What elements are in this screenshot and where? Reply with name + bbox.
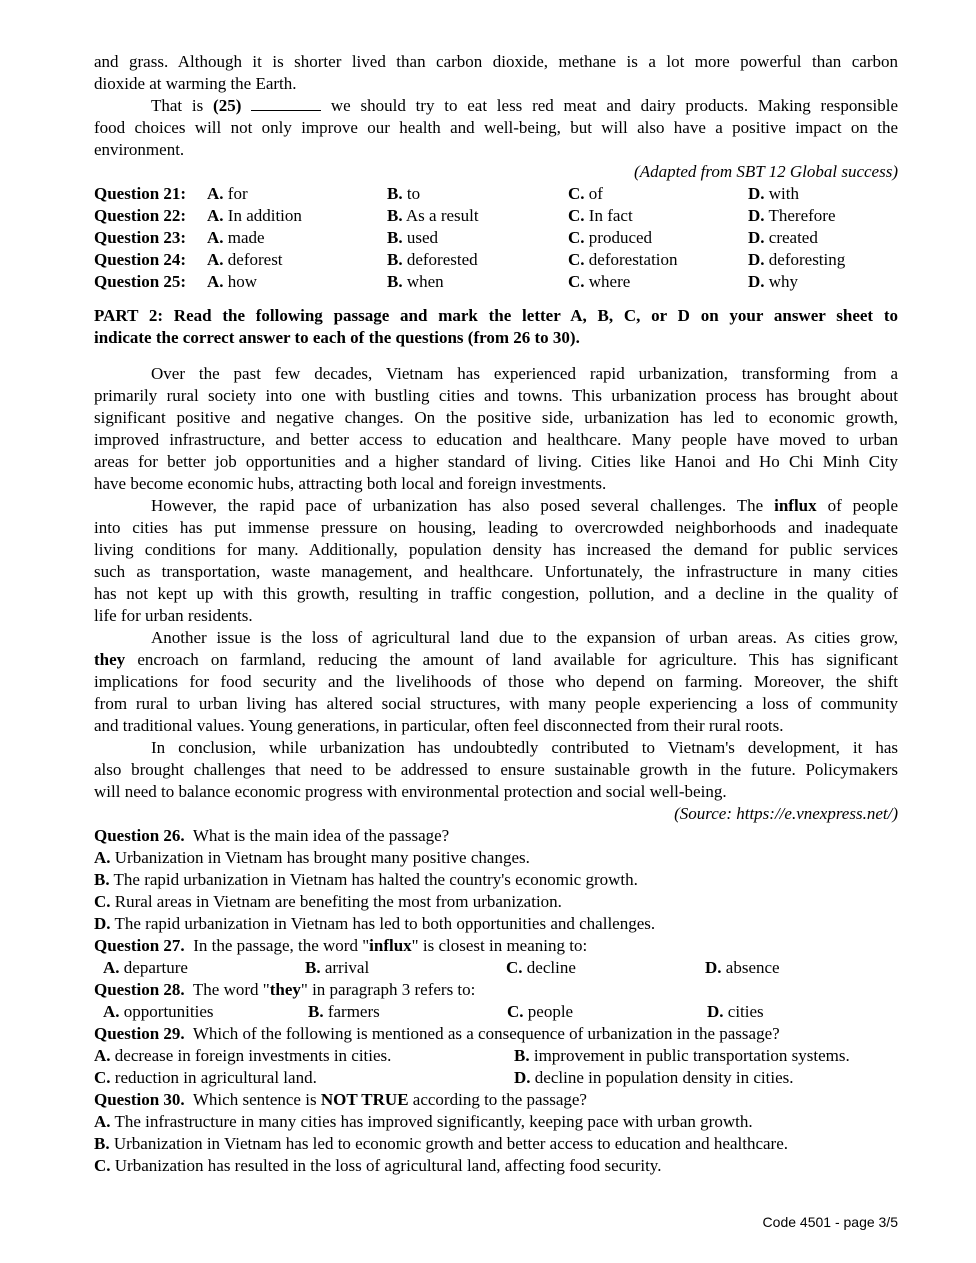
- question-27: [94, 935, 898, 957]
- option-text: improvement in public transportation systems.: [533, 1046, 850, 1065]
- option-letter: D.: [705, 958, 722, 977]
- question-label: [94, 271, 186, 293]
- passage-line: primarily rural society into one with bustling cities and towns. This urbanization process has brought about: [94, 386, 898, 405]
- option-text: The infrastructure in many cities has improved significantly, keeping pace with urban growth.: [114, 1112, 753, 1131]
- part2-heading-text: indicate the correct answer to each of the questions (from 26 to 30).: [94, 328, 580, 347]
- option-d[interactable]: [748, 271, 798, 293]
- option-letter: A.: [94, 848, 111, 867]
- option-b[interactable]: [94, 1133, 898, 1155]
- question-28-options: [94, 1001, 898, 1023]
- question-label-text: Question 24:: [94, 250, 187, 269]
- cloze-text: That is: [151, 96, 214, 115]
- option-c[interactable]: [568, 183, 603, 205]
- part2-heading: [94, 327, 898, 349]
- option-text: deforested: [406, 250, 478, 269]
- question-label-text: Question 21:: [94, 184, 187, 203]
- question-label: [94, 227, 186, 249]
- option-letter: B.: [387, 184, 403, 203]
- question-label: Question 26.: [94, 826, 185, 845]
- option-text: of: [588, 184, 603, 203]
- option-d[interactable]: [514, 1067, 794, 1089]
- question-30: [94, 1089, 898, 1111]
- option-letter: D.: [748, 272, 765, 291]
- question-text: " is closest in meaning to:: [411, 936, 588, 955]
- option-text: Urbanization in Vietnam has brought many positive changes.: [114, 848, 530, 867]
- option-text: The rapid urbanization in Vietnam has led to both opportunities and challenges.: [114, 914, 656, 933]
- option-text: used: [406, 228, 439, 247]
- passage-line: life for urban residents.: [94, 606, 253, 625]
- passage-text: of people: [816, 496, 898, 515]
- cloze-line: dioxide at warming the Earth.: [94, 74, 297, 93]
- question-26: [94, 825, 898, 847]
- question-label-text: Question 25:: [94, 272, 187, 291]
- passage-line: from rural to urban living has altered social structures, with many people experiencing a loss of community: [94, 694, 898, 713]
- option-text: farmers: [327, 1002, 380, 1021]
- option-text: with: [768, 184, 800, 203]
- question-28: [94, 979, 898, 1001]
- question-keyword: influx: [369, 936, 412, 955]
- option-b[interactable]: [514, 1045, 850, 1067]
- cloze-question-row: [94, 227, 898, 249]
- question-29-options-row2: [94, 1067, 898, 1089]
- option-c[interactable]: [568, 249, 678, 271]
- option-text: how: [227, 272, 258, 291]
- option-text: produced: [588, 228, 653, 247]
- question-text: " in paragraph 3 refers to:: [300, 980, 476, 999]
- passage-line: Another issue is the loss of agricultural land due to the expansion of urban areas. As cities grow,: [151, 628, 898, 647]
- part2-heading-text: PART 2: Read the following passage and mark the letter A, B, C, or D on your answer sheet to: [94, 306, 898, 325]
- option-letter: A.: [94, 1046, 111, 1065]
- option-letter: B.: [94, 870, 110, 889]
- option-letter: D.: [514, 1068, 531, 1087]
- part2-heading: [94, 305, 898, 327]
- option-d[interactable]: [94, 913, 898, 935]
- option-letter: B.: [308, 1002, 324, 1021]
- question-text: Which sentence is: [192, 1090, 321, 1109]
- question-text: according to the passage?: [408, 1090, 587, 1109]
- option-text: Urbanization in Vietnam has led to economic growth and better access to education and healthcare.: [113, 1134, 789, 1153]
- passage-line: improved infrastructure, and better access to education and healthcare. Many people have moved to urban: [94, 430, 898, 449]
- option-text: deforesting: [768, 250, 846, 269]
- passage-source: (Source: https://e.vnexpress.net/): [674, 804, 898, 823]
- option-text: The rapid urbanization in Vietnam has halted the country's economic growth.: [113, 870, 638, 889]
- highlighted-word: influx: [774, 496, 817, 515]
- option-letter: C.: [568, 184, 585, 203]
- option-letter: A.: [103, 1002, 120, 1021]
- option-text: Therefore: [768, 206, 836, 225]
- passage-line: will need to balance economic progress with environmental protection and social well-being.: [94, 782, 727, 801]
- option-letter: B.: [387, 250, 403, 269]
- option-a[interactable]: [207, 205, 302, 227]
- cloze-question-list: [94, 183, 898, 293]
- option-text: made: [227, 228, 265, 247]
- option-text: people: [527, 1002, 574, 1021]
- question-label: [94, 249, 186, 271]
- option-text: decline in population density in cities.: [534, 1068, 794, 1087]
- passage-line: [94, 495, 898, 517]
- passage-line: also brought challenges that need to be addressed to ensure sustainable growth in the future. Policymakers: [94, 760, 898, 779]
- option-a[interactable]: [207, 183, 248, 205]
- option-letter: B.: [514, 1046, 530, 1065]
- option-letter: D.: [748, 206, 765, 225]
- option-a[interactable]: [207, 249, 283, 271]
- option-a[interactable]: [94, 1111, 898, 1133]
- option-text: opportunities: [123, 1002, 214, 1021]
- passage-line: has not kept up with this growth, resulting in traffic congestion, pollution, and a decline in the quality of: [94, 584, 898, 603]
- option-text: when: [406, 272, 444, 291]
- question-text: The word ": [192, 980, 270, 999]
- passage-text: However, the rapid pace of urbanization has also posed several challenges. The: [151, 496, 775, 515]
- option-d[interactable]: [705, 957, 780, 979]
- option-d[interactable]: [707, 1001, 764, 1023]
- option-text: arrival: [324, 958, 370, 977]
- option-text: created: [768, 228, 818, 247]
- page-footer: Code 4501 - page 3/5: [762, 1214, 898, 1230]
- passage-line: living conditions for many. Additionally, population density has increased the demand for public services: [94, 540, 898, 559]
- option-b[interactable]: [387, 227, 438, 249]
- option-letter: A.: [207, 184, 224, 203]
- option-text: In addition: [227, 206, 302, 225]
- option-text: decrease in foreign investments in cities.: [114, 1046, 392, 1065]
- cloze-line-25: [94, 95, 898, 117]
- question-keyword: they: [269, 980, 301, 999]
- question-label: Question 28.: [94, 980, 185, 999]
- option-d[interactable]: [748, 227, 818, 249]
- option-c[interactable]: [506, 957, 576, 979]
- cloze-line: food choices will not only improve our health and well-being, but will also have a positive impact on the: [94, 118, 898, 137]
- option-letter: B.: [387, 272, 403, 291]
- option-letter: D.: [748, 228, 765, 247]
- question-text: Which of the following is mentioned as a consequence of urbanization in the passage?: [192, 1024, 780, 1043]
- option-b[interactable]: [387, 249, 478, 271]
- passage-text: encroach on farmland, reducing the amount of land available for agriculture. This has significant: [125, 650, 898, 669]
- option-letter: D.: [707, 1002, 724, 1021]
- option-letter: C.: [94, 892, 111, 911]
- option-c[interactable]: [94, 1155, 898, 1177]
- passage-line: areas for better job opportunities and a higher standard of living. Cities like Hanoi and Ho Chi Minh City: [94, 452, 898, 471]
- passage-line: significant positive and negative changes. On the positive side, urbanization has led to economic growth,: [94, 408, 898, 427]
- answer-blank: [251, 96, 321, 111]
- option-text: for: [227, 184, 248, 203]
- option-a[interactable]: [94, 847, 898, 869]
- option-letter: D.: [748, 250, 765, 269]
- option-letter: A.: [207, 206, 224, 225]
- option-text: Urbanization has resulted in the loss of agricultural land, affecting food security.: [114, 1156, 662, 1175]
- option-letter: C.: [506, 958, 523, 977]
- option-c[interactable]: [94, 1067, 317, 1089]
- question-label-text: Question 22:: [94, 206, 187, 225]
- option-text: deforestation: [588, 250, 678, 269]
- cloze-source: (Adapted from SBT 12 Global success): [634, 162, 898, 181]
- option-text: As a result: [405, 206, 479, 225]
- option-letter: A.: [207, 272, 224, 291]
- option-text: why: [768, 272, 799, 291]
- question-label: [94, 205, 186, 227]
- option-letter: A.: [207, 250, 224, 269]
- option-letter: B.: [387, 228, 403, 247]
- cloze-text: we should try to eat less red meat and dairy products. Making responsible: [321, 96, 898, 115]
- option-d[interactable]: [748, 183, 799, 205]
- option-c[interactable]: [507, 1001, 573, 1023]
- question-keyword: NOT TRUE: [320, 1090, 409, 1109]
- question-text: What is the main idea of the passage?: [192, 826, 450, 845]
- passage-line: [94, 649, 898, 671]
- option-a[interactable]: [103, 1001, 214, 1023]
- option-letter: B.: [94, 1134, 110, 1153]
- option-letter: D.: [748, 184, 765, 203]
- option-letter: A.: [94, 1112, 111, 1131]
- option-letter: C.: [507, 1002, 524, 1021]
- cloze-question-row: [94, 205, 898, 227]
- option-letter: B.: [387, 206, 403, 225]
- option-letter: D.: [94, 914, 111, 933]
- option-b[interactable]: [387, 271, 444, 293]
- option-text: reduction in agricultural land.: [114, 1068, 317, 1087]
- option-c[interactable]: [568, 205, 633, 227]
- option-d[interactable]: [748, 249, 845, 271]
- option-text: deforest: [227, 250, 283, 269]
- option-text: absence: [725, 958, 780, 977]
- question-label-text: Question 23:: [94, 228, 187, 247]
- option-b[interactable]: [94, 869, 898, 891]
- option-letter: A.: [207, 228, 224, 247]
- option-letter: C.: [568, 206, 585, 225]
- option-letter: B.: [305, 958, 321, 977]
- question-label: [94, 183, 186, 205]
- option-b[interactable]: [308, 1001, 380, 1023]
- passage-line: have become economic hubs, attracting both local and foreign investments.: [94, 474, 607, 493]
- question-27-options: [94, 957, 898, 979]
- option-c[interactable]: [94, 891, 898, 913]
- option-letter: C.: [568, 250, 585, 269]
- option-c[interactable]: [568, 271, 630, 293]
- exam-page: [94, 51, 898, 1177]
- option-d[interactable]: [748, 205, 836, 227]
- option-a[interactable]: [207, 227, 265, 249]
- option-text: to: [406, 184, 421, 203]
- option-text: decline: [526, 958, 576, 977]
- option-letter: C.: [94, 1156, 111, 1175]
- option-letter: C.: [568, 228, 585, 247]
- option-text: departure: [123, 958, 188, 977]
- question-label: Question 30.: [94, 1090, 185, 1109]
- cloze-question-row: [94, 271, 898, 293]
- option-a[interactable]: [207, 271, 257, 293]
- option-letter: C.: [94, 1068, 111, 1087]
- cloze-line: and grass. Although it is shorter lived than carbon dioxide, methane is a lot more powerful than carbon: [94, 52, 898, 71]
- question-text: In the passage, the word ": [193, 936, 370, 955]
- option-letter: A.: [103, 958, 120, 977]
- passage-line: In conclusion, while urbanization has undoubtedly contributed to Vietnam's development, it has: [151, 738, 898, 757]
- option-text: cities: [727, 1002, 764, 1021]
- option-b[interactable]: [387, 205, 479, 227]
- option-text: In fact: [588, 206, 633, 225]
- question-label: Question 29.: [94, 1024, 185, 1043]
- option-text: Rural areas in Vietnam are benefiting the most from urbanization.: [114, 892, 562, 911]
- passage-line: into cities has put immense pressure on housing, leading to overcrowded neighborhoods and inadequate: [94, 518, 898, 537]
- option-c[interactable]: [568, 227, 652, 249]
- question-29-options-row1: [94, 1045, 898, 1067]
- passage-line: such as transportation, waste management, and healthcare. Unfortunately, the infrastructure in many cities: [94, 562, 898, 581]
- passage-line: and traditional values. Young generations, in particular, often feel disconnected from their rural roots.: [94, 716, 784, 735]
- option-a[interactable]: [94, 1045, 391, 1067]
- option-text: where: [588, 272, 631, 291]
- question-label: Question 27.: [94, 936, 185, 955]
- blank-number: (25): [213, 96, 242, 115]
- cloze-question-row: [94, 183, 898, 205]
- option-b[interactable]: [387, 183, 420, 205]
- passage-line: implications for food security and the livelihoods of those who depend on farming. Moreover, the shift: [94, 672, 898, 691]
- highlighted-word: they: [94, 650, 126, 669]
- passage-line: Over the past few decades, Vietnam has experienced rapid urbanization, transforming from a: [151, 364, 898, 383]
- cloze-question-row: [94, 249, 898, 271]
- option-a[interactable]: [103, 957, 188, 979]
- option-b[interactable]: [305, 957, 369, 979]
- option-letter: C.: [568, 272, 585, 291]
- cloze-line: environment.: [94, 140, 185, 159]
- question-29: [94, 1023, 898, 1045]
